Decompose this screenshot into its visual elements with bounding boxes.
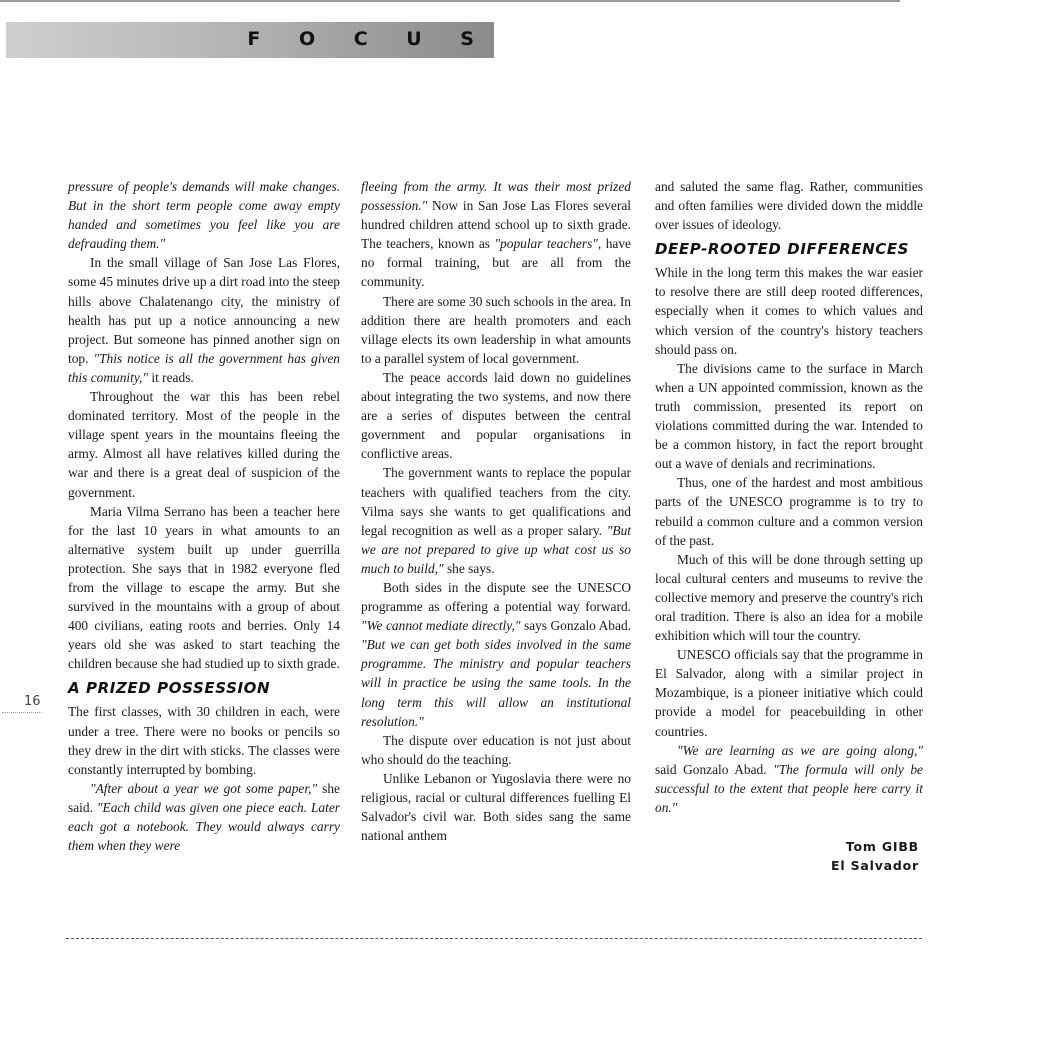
article-column-1 xyxy=(68,177,340,855)
subheading-prized-possession: A PRIZED POSSESSION xyxy=(68,679,271,698)
bottom-dashed-rule xyxy=(66,938,922,939)
paragraph: "After about a year we got some paper," she said. "Each child was given one piece each. Later each got a notebook. They would always carry them when they were xyxy=(68,780,341,854)
paragraph: There are some 30 such schools in the area. In addition there are health promoters and each village elects its own leadership in what amounts to a parallel system of local government. xyxy=(361,293,631,366)
byline-author: Tom GIBB xyxy=(845,839,919,854)
paragraph: The first classes, with 30 children in each, were under a tree. There were no books or pencils so they drew in the dirt with sticks. The classes were constantly interrupted by bombing. xyxy=(68,704,340,777)
section-banner xyxy=(6,22,494,58)
paragraph: UNESCO officials say that the programme in El Salvador, along with a similar project in Mozambique, is a pioneer initiative which could provide a model for peacebuilding in other countries. xyxy=(655,647,923,739)
article-column-2 xyxy=(361,177,631,845)
paragraph: and saluted the same flag. Rather, communities and often families were divided down the middle over issues of ideology. xyxy=(655,179,923,233)
paragraph: In the small village of San Jose Las Flores, some 45 minutes drive up a dirt road into the steep hills above Chalatenango city, the ministry of health has put up a notice announcing a new project. But someone has pinned another sign on top. "This notice is all the government has given this comunity," it reads. xyxy=(68,255,340,385)
page-number: 16 xyxy=(24,694,41,709)
byline xyxy=(655,837,923,875)
paragraph: Much of this will be done through setting up local cultural centers and museums to revive the collective memory and preserve the country's rich oral tradition. There is also an idea for a mobile exhibition which will tour the country. xyxy=(655,551,923,644)
subheading-deep-rooted-differences: DEEP-ROOTED DIFFERENCES xyxy=(655,240,910,259)
paragraph: The divisions came to the surface in March when a UN appointed commission, known as the truth commission, presented its report on violations committed during the war. Intended to be a common history, in fact the report brought out a wave of denials and recriminations. xyxy=(655,360,923,472)
paragraph: Maria Vilma Serrano has been a teacher here for the last 10 years in what amounts to an alternative system built up under guerrilla protection. She says that in 1982 everyone fled from the village to escape the army. But she survived in the mountains with a group of about 400 civilians, eating roots and berries. Only 14 years old she was asked to start teaching the children because she had studied up to sixth grade. xyxy=(68,503,340,672)
byline-location: El Salvador xyxy=(831,858,919,873)
paragraph: The dispute over education is not just about who should do the teaching. xyxy=(361,732,631,767)
paragraph: Unlike Lebanon or Yugoslavia there were no religious, racial or cultural differences fuelling El Salvador's civil war. Both sides sang the same national anthem xyxy=(361,770,631,844)
paragraph: "We are learning as we are going along," said Gonzalo Abad. "The formula will only be successful to the extent that people here carry it on." xyxy=(655,742,924,815)
paragraph: pressure of people's demands will make changes. But in the short term people come away empty handed and sometimes you feel like you are defrauding them." xyxy=(68,179,340,252)
paragraph: The peace accords laid down no guidelines about integrating the two systems, and now there are a series of disputes between the central government and popular organisations in conflictive areas. xyxy=(361,369,631,462)
article-column-3 xyxy=(655,177,923,875)
page-number-leader xyxy=(2,712,42,713)
paragraph: The government wants to replace the popular teachers with qualified teachers from the city. Vilma says she wants to get qualifications and legal recognition as well as a proper salary. "But we are not prepared to give up what cost us so much to build," she says. xyxy=(361,465,631,576)
paragraph: While in the long term this makes the war easier to resolve there are still deep rooted differences, especially when it comes to which values and which version of the country's history teachers should pass on. xyxy=(655,265,923,357)
section-label: F O C U S xyxy=(247,28,490,50)
top-rule xyxy=(0,0,900,2)
paragraph: fleeing from the army. It was their most prized possession." Now in San Jose Las Flores several hundred children attend school up to sixth grade. The teachers, known as "popular teachers", have no formal training, but are all from the community. xyxy=(361,179,631,290)
paragraph: Throughout the war this has been rebel dominated territory. Most of the people in the village spent years in the mountains fleeing the army. Almost all have relatives killed during the war and there is a great deal of suspicion of the government. xyxy=(68,389,340,500)
paragraph: Both sides in the dispute see the UNESCO programme as offering a potential way forward. "We cannot mediate directly," says Gonzalo Abad. "But we can get both sides involved in the same programme. The ministry and popular teachers will in practice be using the same tools. In the long term this will allow an institutional resolution." xyxy=(361,579,631,729)
paragraph: Thus, one of the hardest and most ambitious parts of the UNESCO programme is to try to rebuild a common culture and a common version of the past. xyxy=(655,475,923,548)
